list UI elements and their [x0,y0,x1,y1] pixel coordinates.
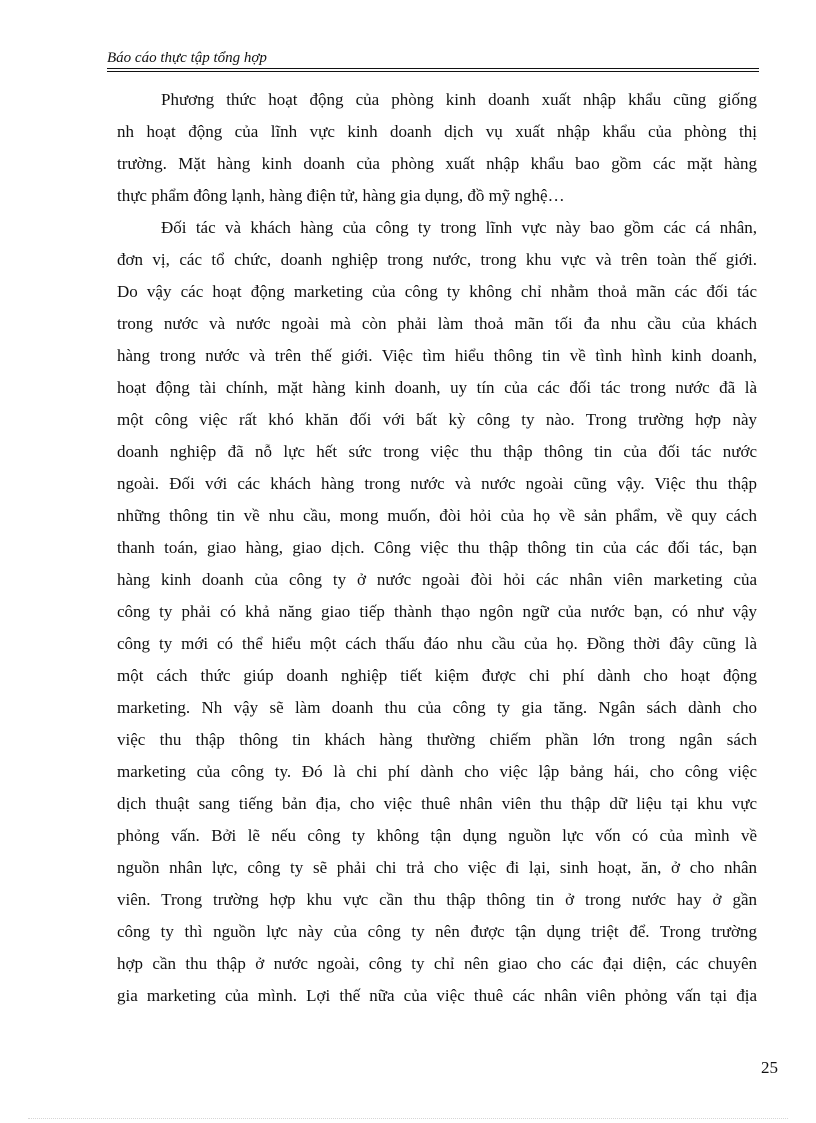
text-line: việc thu thập thông tin khách hàng thường chiếm phần lớn trong ngân sách [117,730,757,749]
header-rule-double [107,71,759,72]
text-line: những thông tin về nhu cầu, mong muốn, đòi hỏi của họ về sản phẩm, về quy cách [117,506,757,525]
text-line: trường. Mặt hàng kinh doanh của phòng xuất nhập khẩu bao gồm các mặt hàng [117,154,757,173]
text-line: một cách thức giúp doanh nghiệp tiết kiệm được chi phí dành cho hoạt động [117,666,757,685]
text-line: doanh nghiệp đã nỗ lực hết sức trong việc thu thập thông tin của đối tác nước [117,442,757,461]
text-line: hoạt động tài chính, mặt hàng kinh doanh, uy tín của các đối tác trong nước đã là [117,378,757,397]
text-line: Phương thức hoạt động của phòng kinh doanh xuất nhập khẩu cũng giống [161,90,757,109]
text-line: marketing. Nh vậy sẽ làm doanh thu của công ty gia tăng. Ngân sách dành cho [117,698,757,717]
text-line: công ty mới có thể hiểu một cách thấu đáo nhu cầu của họ. Đồng thời đây cũng là [117,634,757,653]
text-line: ngoài. Đối với các khách hàng trong nước và nước ngoài cũng vậy. Việc thu thập [117,474,757,493]
header-rule [107,68,759,69]
text-line: phỏng vấn. Bởi lẽ nếu công ty không tận dụng nguồn lực vốn có của mình về [117,826,757,845]
text-line: hợp cần thu thập ở nước ngoài, công ty chỉ nên giao cho các đại diện, các chuyên [117,954,757,973]
text-line: dịch thuật sang tiếng bản địa, cho việc thuê nhân viên thu thập dữ liệu tại khu vực [117,794,757,813]
running-header: Báo cáo thực tập tổng hợp [107,50,267,66]
text-line: marketing của công ty. Đó là chi phí dành cho việc lập bảng hái, cho công việc [117,762,757,781]
text-line: công ty thì nguồn lực này của công ty nên được tận dụng triệt để. Trong trường [117,922,757,941]
text-line: viên. Trong trường hợp khu vực cần thu thập thông tin ở trong nước hay ở gần [117,890,757,909]
text-line: gia marketing của mình. Lợi thế nữa của việc thuê các nhân viên phỏng vấn tại địa [117,986,757,1005]
text-line: thực phẩm đông lạnh, hàng điện tử, hàng gia dụng, đồ mỹ nghệ… [117,186,565,205]
text-line: đơn vị, các tổ chức, doanh nghiệp trong nước, trong khu vực và trên toàn thế giới. [117,250,757,269]
text-line: Đối tác và khách hàng của công ty trong lĩnh vực này bao gồm các cá nhân, [161,218,757,237]
text-line: trong nước và nước ngoài mà còn phải làm thoả mãn tối đa nhu cầu của khách [117,314,757,333]
text-line: nh hoạt động của lĩnh vực kinh doanh dịch vụ xuất nhập khẩu của phòng thị [117,122,757,141]
text-line: công ty phải có khả năng giao tiếp thành thạo ngôn ngữ của nước bạn, có như vậy [117,602,757,621]
text-line: một công việc rất khó khăn đối với bất kỳ công ty nào. Trong trường hợp này [117,410,757,429]
text-line: hàng trong nước và trên thế giới. Việc tìm hiểu thông tin về tình hình kinh doanh, [117,346,757,365]
page-number: 25 [761,1058,778,1077]
page-bottom-divider [28,1118,788,1119]
text-line: hàng kinh doanh của công ty ở nước ngoài đòi hỏi các nhân viên marketing của [117,570,757,589]
text-line: thanh toán, giao hàng, giao dịch. Công việc thu thập thông tin của các đối tác, bạn [117,538,757,557]
text-line: nguồn nhân lực, công ty sẽ phải chi trả cho việc đi lại, sinh hoạt, ăn, ở cho nhân [117,858,757,877]
text-line: Do vậy các hoạt động marketing của công ty không chỉ nhằm thoả mãn các đối tác [117,282,757,301]
